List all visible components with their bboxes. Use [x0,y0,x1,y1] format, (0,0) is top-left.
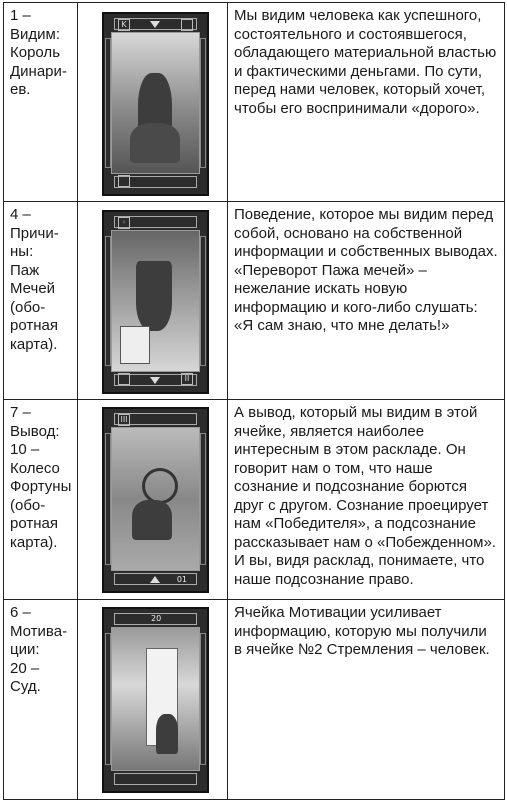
position-cell [4,600,78,800]
card-description: Ячейка Мотивации усиливает информацию, которую мы получили в ячейке №2 Стремления – человек. [234,604,490,658]
card-corner-mark: II [181,373,193,385]
description-cell [228,3,505,202]
card-description: Поведение, которое мы видим перед собой, основано на собственной информации и собственных выводах. «Переворот Пажа мечей» – нежелание искать новую информацию и кого-либо слушать: «Я сам знаю, что мне делать!» [234,206,498,334]
card-number: 01 [176,575,187,584]
seated-figure [156,714,178,754]
card-suit-triangle-icon [150,576,160,583]
position-cell [4,202,78,400]
card-suit-triangle-icon [150,21,160,28]
position-cell [4,400,78,600]
card-description: А вывод, который мы видим в этой ячейке, является наиболее интересным в этом раскладе. Он говорит нам о том, что наше сознание и подсознание борются друг с другом. Сознание проецирует нам «Победителя», а подсознание рассказывает нам о «Побежденном». И вы, видя расклад, понимаете, что наше подсознание право. [234,404,496,588]
table-row [4,600,505,800]
card-corner-mark [181,19,193,31]
judgement-card-image [102,607,209,793]
description-cell [228,202,505,400]
position-label: 6 – Мотива- ции: 20 – Суд. [10,604,68,695]
card-description: Мы видим человека как успешного, состоятельного и состоявшегося, обладающего материальной властью и фактическими деньгами. По сути, перед нами человек, который хочет, чтобы его воспринимали «дорого». [234,7,497,117]
wheel-rider-figure [132,500,172,540]
card-suit-triangle-icon [150,377,160,384]
table-row [4,3,505,202]
card-cell [78,600,228,800]
tower-shape [120,326,150,364]
position-label: 1 – Видим: Король Динари- ев. [10,7,67,98]
card-corner-mark: III [118,414,130,426]
table-row [4,400,505,600]
page-figure-inverted [136,261,172,331]
description-cell [228,600,505,800]
throne-shape [130,123,180,163]
card-corner-mark [118,175,130,187]
fortune-wheel-shape [142,468,178,504]
card-corner-mark [118,373,130,385]
page-of-swords-reversed-card-image [102,210,209,394]
card-corner-mark: K [118,19,130,31]
card-cell [78,3,228,202]
tarot-spread-table-page [3,2,504,803]
card-cell [78,400,228,600]
tarot-spread-table [3,2,505,800]
card-cell [78,202,228,400]
description-cell [228,400,505,600]
position-cell [4,3,78,202]
wheel-of-fortune-reversed-card-image [102,407,209,593]
position-label: 7 – Вывод: 10 – Колесо Фортуны (обо- ротная карта). [10,404,72,551]
king-of-pentacles-card-image [102,12,209,196]
card-corner-mark: ◦ [118,217,130,229]
card-number: 20 [151,614,162,623]
table-row [4,202,505,400]
position-label: 4 – Причи- ны: Паж Мечей (обо- ротная карта). [10,206,59,353]
